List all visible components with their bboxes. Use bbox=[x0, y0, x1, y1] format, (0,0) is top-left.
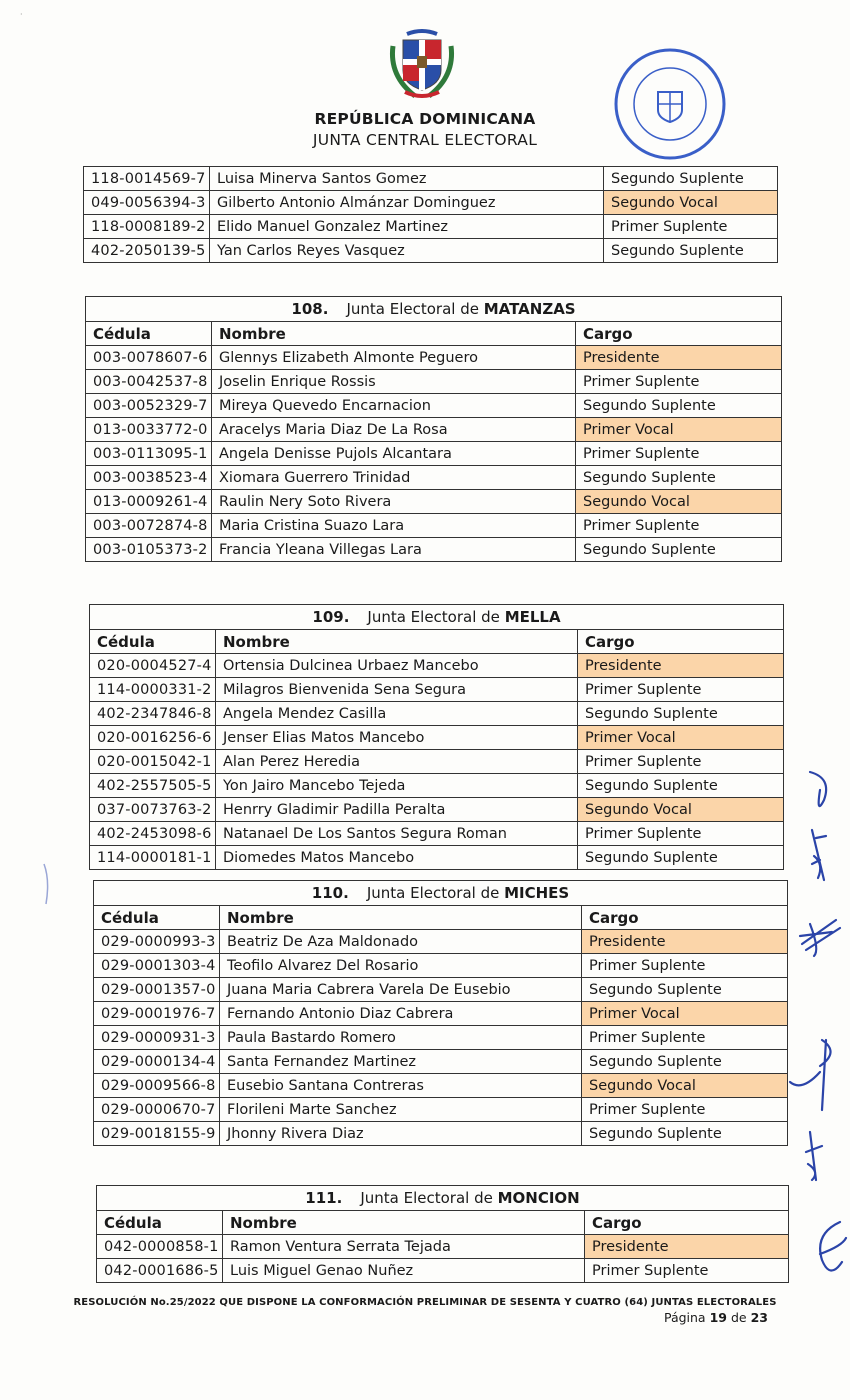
cargo-cell: Primer Suplente bbox=[578, 822, 784, 846]
cedula-cell: 029-0000670-7 bbox=[94, 1098, 220, 1122]
cargo-cell: Segundo Suplente bbox=[604, 167, 778, 191]
section-title: 111. Junta Electoral de MONCION bbox=[97, 1186, 789, 1211]
cedula-cell: 003-0113095-1 bbox=[86, 442, 212, 466]
cargo-cell: Primer Suplente bbox=[582, 1026, 788, 1050]
cedula-cell: 029-0009566-8 bbox=[94, 1074, 220, 1098]
table-row bbox=[90, 726, 784, 750]
table-row bbox=[86, 418, 782, 442]
column-header-nombre: Nombre bbox=[216, 630, 578, 654]
cedula-cell: 118-0014569-7 bbox=[84, 167, 210, 191]
cedula-cell: 042-0000858-1 bbox=[97, 1235, 223, 1259]
nombre-cell: Elido Manuel Gonzalez Martinez bbox=[210, 215, 604, 239]
cedula-cell: 029-0000134-4 bbox=[94, 1050, 220, 1074]
section-title: 108. Junta Electoral de MATANZAS bbox=[86, 297, 782, 322]
cargo-cell: Segundo Suplente bbox=[576, 394, 782, 418]
nombre-cell: Eusebio Santana Contreras bbox=[220, 1074, 582, 1098]
table-row bbox=[86, 394, 782, 418]
table-row bbox=[94, 1098, 788, 1122]
cedula-cell: 029-0000931-3 bbox=[94, 1026, 220, 1050]
cargo-cell: Primer Suplente bbox=[576, 514, 782, 538]
nombre-cell: Joselin Enrique Rossis bbox=[212, 370, 576, 394]
cargo-cell: Presidente bbox=[582, 930, 788, 954]
nombre-cell: Ortensia Dulcinea Urbaez Mancebo bbox=[216, 654, 578, 678]
column-header-cedula: Cédula bbox=[94, 906, 220, 930]
cedula-cell: 029-0018155-9 bbox=[94, 1122, 220, 1146]
cedula-cell: 003-0038523-4 bbox=[86, 466, 212, 490]
table-row bbox=[97, 1235, 789, 1259]
nombre-cell: Xiomara Guerrero Trinidad bbox=[212, 466, 576, 490]
cedula-cell: 003-0105373-2 bbox=[86, 538, 212, 562]
nombre-cell: Santa Fernandez Martinez bbox=[220, 1050, 582, 1074]
scan-marks: · bbox=[20, 10, 23, 19]
continued-table bbox=[83, 166, 778, 263]
table-row bbox=[84, 167, 778, 191]
nombre-cell: Francia Yleana Villegas Lara bbox=[212, 538, 576, 562]
cedula-cell: 013-0009261-4 bbox=[86, 490, 212, 514]
cargo-cell: Segundo Vocal bbox=[576, 490, 782, 514]
nombre-cell: Yan Carlos Reyes Vasquez bbox=[210, 239, 604, 263]
cargo-cell: Segundo Suplente bbox=[582, 1122, 788, 1146]
nombre-cell: Gilberto Antonio Almánzar Dominguez bbox=[210, 191, 604, 215]
nombre-cell: Mireya Quevedo Encarnacion bbox=[212, 394, 576, 418]
table-row bbox=[94, 930, 788, 954]
cedula-cell: 003-0078607-6 bbox=[86, 346, 212, 370]
table-row bbox=[84, 239, 778, 263]
nombre-cell: Yon Jairo Mancebo Tejeda bbox=[216, 774, 578, 798]
cedula-cell: 020-0004527-4 bbox=[90, 654, 216, 678]
nombre-cell: Luis Miguel Genao Nuñez bbox=[223, 1259, 585, 1283]
cedula-cell: 114-0000331-2 bbox=[90, 678, 216, 702]
cedula-cell: 029-0000993-3 bbox=[94, 930, 220, 954]
cedula-cell: 402-2050139-5 bbox=[84, 239, 210, 263]
nombre-cell: Angela Denisse Pujols Alcantara bbox=[212, 442, 576, 466]
table-row bbox=[86, 466, 782, 490]
column-header-cargo: Cargo bbox=[585, 1211, 789, 1235]
column-header-cedula: Cédula bbox=[97, 1211, 223, 1235]
nombre-cell: Beatriz De Aza Maldonado bbox=[220, 930, 582, 954]
cargo-cell: Primer Suplente bbox=[582, 954, 788, 978]
cargo-cell: Segundo Suplente bbox=[576, 538, 782, 562]
column-header-cedula: Cédula bbox=[86, 322, 212, 346]
country-title: REPÚBLICA DOMINICANA bbox=[314, 110, 536, 128]
column-header-cedula: Cédula bbox=[90, 630, 216, 654]
cedula-cell: 042-0001686-5 bbox=[97, 1259, 223, 1283]
table-row bbox=[94, 1002, 788, 1026]
column-header-nombre: Nombre bbox=[212, 322, 576, 346]
nombre-cell: Aracelys Maria Diaz De La Rosa bbox=[212, 418, 576, 442]
cargo-cell: Primer Vocal bbox=[578, 726, 784, 750]
nombre-cell: Fernando Antonio Diaz Cabrera bbox=[220, 1002, 582, 1026]
table-row bbox=[90, 822, 784, 846]
nombre-cell: Raulin Nery Soto Rivera bbox=[212, 490, 576, 514]
page-header bbox=[0, 0, 850, 160]
nombre-cell: Henrry Gladimir Padilla Peralta bbox=[216, 798, 578, 822]
section-table-miches bbox=[93, 880, 788, 1146]
cedula-cell: 037-0073763-2 bbox=[90, 798, 216, 822]
cedula-cell: 020-0016256-6 bbox=[90, 726, 216, 750]
table-row bbox=[94, 1074, 788, 1098]
cargo-cell: Segundo Suplente bbox=[582, 978, 788, 1002]
page-number: Página 19 de 23 bbox=[663, 1310, 768, 1325]
faint-ink-mark bbox=[36, 860, 58, 910]
table-row bbox=[94, 1026, 788, 1050]
nombre-cell: Jhonny Rivera Diaz bbox=[220, 1122, 582, 1146]
cargo-cell: Segundo Vocal bbox=[604, 191, 778, 215]
coat-of-arms-icon bbox=[385, 26, 459, 102]
table-row bbox=[90, 798, 784, 822]
table-row bbox=[90, 702, 784, 726]
table-row bbox=[97, 1259, 789, 1283]
table-row bbox=[86, 514, 782, 538]
cargo-cell: Primer Vocal bbox=[576, 418, 782, 442]
section-title: 109. Junta Electoral de MELLA bbox=[90, 605, 784, 630]
official-stamp-icon bbox=[608, 44, 732, 164]
cargo-cell: Segundo Vocal bbox=[582, 1074, 788, 1098]
table-row bbox=[84, 215, 778, 239]
cedula-cell: 029-0001303-4 bbox=[94, 954, 220, 978]
cargo-cell: Primer Suplente bbox=[578, 750, 784, 774]
column-header-nombre: Nombre bbox=[223, 1211, 585, 1235]
nombre-cell: Natanael De Los Santos Segura Roman bbox=[216, 822, 578, 846]
nombre-cell: Glennys Elizabeth Almonte Peguero bbox=[212, 346, 576, 370]
cargo-cell: Segundo Suplente bbox=[578, 702, 784, 726]
cedula-cell: 118-0008189-2 bbox=[84, 215, 210, 239]
table-row bbox=[86, 346, 782, 370]
resolution-footer: RESOLUCIÓN No.25/2022 QUE DISPONE LA CONFORMACIÓN PRELIMINAR DE SESENTA Y CUATRO (64) JUNTAS ELECTORALES bbox=[73, 1297, 777, 1308]
cargo-cell: Primer Vocal bbox=[582, 1002, 788, 1026]
nombre-cell: Ramon Ventura Serrata Tejada bbox=[223, 1235, 585, 1259]
nombre-cell: Angela Mendez Casilla bbox=[216, 702, 578, 726]
cargo-cell: Primer Suplente bbox=[582, 1098, 788, 1122]
handwritten-initials-signature bbox=[780, 760, 850, 1300]
table-row bbox=[86, 442, 782, 466]
section-table-matanzas bbox=[85, 296, 782, 562]
table-row bbox=[94, 1122, 788, 1146]
table-row bbox=[84, 191, 778, 215]
cedula-cell: 003-0072874-8 bbox=[86, 514, 212, 538]
section-title: 110. Junta Electoral de MICHES bbox=[94, 881, 788, 906]
cedula-cell: 402-2453098-6 bbox=[90, 822, 216, 846]
cedula-cell: 049-0056394-3 bbox=[84, 191, 210, 215]
table-row bbox=[90, 774, 784, 798]
nombre-cell: Diomedes Matos Mancebo bbox=[216, 846, 578, 870]
cargo-cell: Segundo Suplente bbox=[582, 1050, 788, 1074]
cargo-cell: Primer Suplente bbox=[578, 678, 784, 702]
column-header-nombre: Nombre bbox=[220, 906, 582, 930]
cedula-cell: 402-2347846-8 bbox=[90, 702, 216, 726]
institution-title: JUNTA CENTRAL ELECTORAL bbox=[312, 131, 538, 149]
nombre-cell: Milagros Bienvenida Sena Segura bbox=[216, 678, 578, 702]
table-row bbox=[94, 954, 788, 978]
cargo-cell: Presidente bbox=[578, 654, 784, 678]
table-row bbox=[94, 1050, 788, 1074]
cargo-cell: Segundo Suplente bbox=[578, 846, 784, 870]
nombre-cell: Jenser Elias Matos Mancebo bbox=[216, 726, 578, 750]
table-row bbox=[90, 750, 784, 774]
table-row bbox=[90, 846, 784, 870]
nombre-cell: Teofilo Alvarez Del Rosario bbox=[220, 954, 582, 978]
cargo-cell: Primer Suplente bbox=[604, 215, 778, 239]
nombre-cell: Juana Maria Cabrera Varela De Eusebio bbox=[220, 978, 582, 1002]
table-row bbox=[90, 678, 784, 702]
cargo-cell: Segundo Suplente bbox=[578, 774, 784, 798]
nombre-cell: Maria Cristina Suazo Lara bbox=[212, 514, 576, 538]
column-header-cargo: Cargo bbox=[578, 630, 784, 654]
table-row bbox=[86, 490, 782, 514]
cedula-cell: 114-0000181-1 bbox=[90, 846, 216, 870]
section-table-moncion bbox=[96, 1185, 789, 1283]
cedula-cell: 402-2557505-5 bbox=[90, 774, 216, 798]
cargo-cell: Presidente bbox=[585, 1235, 789, 1259]
table-row bbox=[86, 370, 782, 394]
cargo-cell: Presidente bbox=[576, 346, 782, 370]
table-row bbox=[94, 978, 788, 1002]
cargo-cell: Primer Suplente bbox=[576, 442, 782, 466]
column-header-cargo: Cargo bbox=[582, 906, 788, 930]
column-header-cargo: Cargo bbox=[576, 322, 782, 346]
nombre-cell: Alan Perez Heredia bbox=[216, 750, 578, 774]
section-table-mella bbox=[89, 604, 784, 870]
cargo-cell: Segundo Suplente bbox=[576, 466, 782, 490]
nombre-cell: Luisa Minerva Santos Gomez bbox=[210, 167, 604, 191]
cargo-cell: Segundo Suplente bbox=[604, 239, 778, 263]
cedula-cell: 029-0001976-7 bbox=[94, 1002, 220, 1026]
cedula-cell: 003-0042537-8 bbox=[86, 370, 212, 394]
cargo-cell: Primer Suplente bbox=[576, 370, 782, 394]
table-row bbox=[90, 654, 784, 678]
cedula-cell: 029-0001357-0 bbox=[94, 978, 220, 1002]
cedula-cell: 020-0015042-1 bbox=[90, 750, 216, 774]
cargo-cell: Segundo Vocal bbox=[578, 798, 784, 822]
table-row bbox=[86, 538, 782, 562]
nombre-cell: Florileni Marte Sanchez bbox=[220, 1098, 582, 1122]
nombre-cell: Paula Bastardo Romero bbox=[220, 1026, 582, 1050]
cedula-cell: 003-0052329-7 bbox=[86, 394, 212, 418]
cedula-cell: 013-0033772-0 bbox=[86, 418, 212, 442]
cargo-cell: Primer Suplente bbox=[585, 1259, 789, 1283]
